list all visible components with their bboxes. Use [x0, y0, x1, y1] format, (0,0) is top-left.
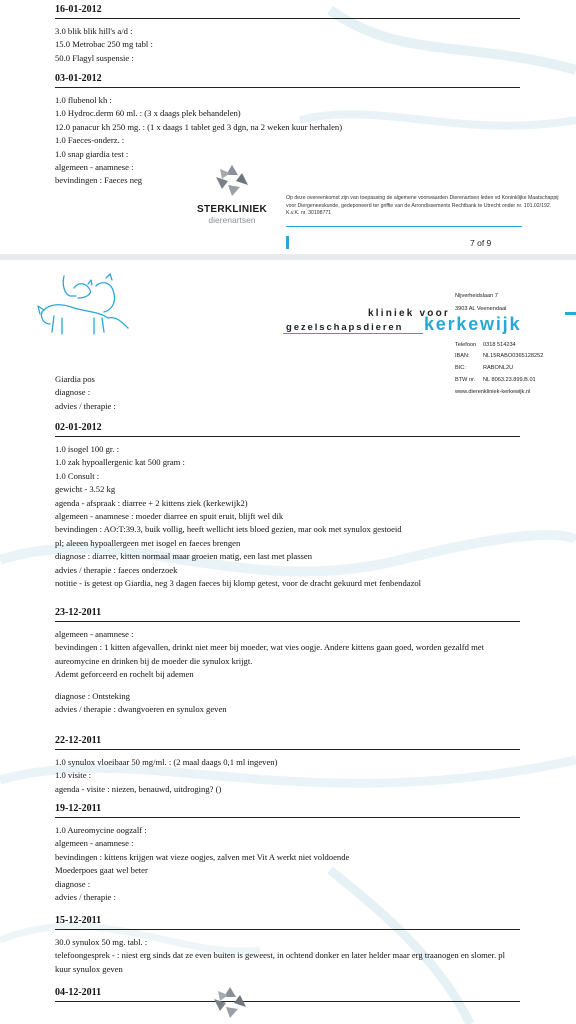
- record-line: 1.0 Aureomycine oogzalf :: [55, 825, 147, 835]
- record-line: algemeen - anamnese : moeder diarree en spuit eruit, blijft wel dik: [55, 511, 284, 522]
- record-block-16-01-2012: [55, 3, 520, 65]
- record-line: bevindingen : Faeces neg: [55, 175, 143, 186]
- record-date: 22-12-2011: [55, 734, 520, 750]
- record-line: algemeen - anamnese :: [55, 162, 134, 173]
- footer-accent-bar: [286, 236, 289, 249]
- record-line: 1.0 snap giardia test :: [55, 148, 129, 159]
- page-number: 7 of 9: [470, 238, 492, 248]
- record-line: 30.0 synulox 50 mg. tabl. :: [55, 937, 148, 947]
- contact-bic: BIC: RABONL2U: [455, 365, 514, 371]
- record-line: diagnose :: [55, 878, 91, 889]
- record-intro: [55, 373, 520, 413]
- header-accent-bar: [565, 312, 576, 315]
- record-line: advies / therapie :: [55, 892, 116, 903]
- record-line: 1.0 Hydroc.derm 60 ml. : (3 x daags plek behandelen): [55, 108, 241, 119]
- record-line: advies / therapie : faeces onderzoek: [55, 564, 178, 575]
- record-line: algemeen - anamnese :: [55, 629, 134, 639]
- record-line: advies / therapie :: [55, 400, 116, 411]
- contact-phone: Telefoon 0318 514234: [455, 342, 516, 348]
- footer-rule: [286, 226, 522, 227]
- record-line: 1.0 synulox vloeibaar 50 mg/ml. : (2 maal daags 0,1 ml ingeven): [55, 757, 278, 767]
- record-line: 1.0 Faeces-onderz. :: [55, 135, 125, 146]
- record-block-03-01-2012: [55, 72, 520, 188]
- record-line: diagnose : diarree, kitten normaal maar groeien matig, een last met plassen: [55, 551, 313, 562]
- record-line: bevindingen : 1 kitten afgevallen, drinkt niet meer bij moeder, wat vies oogje. Andere kittens gaan goed, worden gezalfd met aureomycine en drinken bij de moeder die synulox krijgt.: [55, 642, 484, 666]
- record-date: 15-12-2011: [55, 914, 520, 930]
- document-page-8: [0, 260, 576, 1024]
- clinic-name-line2: gezelschapsdieren: [286, 322, 404, 333]
- document-page-7: [0, 0, 576, 254]
- record-line: Giardia pos: [55, 374, 95, 384]
- record-line: bevindingen : AO:T:39.3, buik vollig, heeft wellicht iets bloed gezien, mar ook met synulox gestoeid: [55, 524, 402, 535]
- star-logo-icon: [210, 985, 250, 1019]
- clinic-website: www.dierenkliniek-kerkewijk.nl: [455, 389, 531, 395]
- record-line: 1.0 flubenol kh :: [55, 95, 112, 105]
- record-date: 03-01-2012: [55, 72, 520, 88]
- record-spacer: [55, 682, 520, 690]
- record-block-22-12-2011: [55, 734, 520, 796]
- record-line: notitie - is getest op Giardia, neg 3 dagen faeces bij klomp getest, voor de dracht gekuurd met fenbendazol: [55, 578, 422, 589]
- record-line: diagnose : Ontsteking: [55, 690, 130, 701]
- record-line: 1.0 Consult :: [55, 470, 100, 481]
- record-line: 3.0 blik blik hill's a/d :: [55, 26, 133, 36]
- record-block-02-01-2012: [55, 421, 520, 590]
- record-line: 1.0 zak hypoallergenic kat 500 gram :: [55, 457, 185, 468]
- contact-iban: IBAN: NL15RABO0365128252: [455, 353, 544, 359]
- address-street: Nijverheidslaan 7: [455, 293, 498, 299]
- record-date: 16-01-2012: [55, 3, 520, 19]
- record-line: 12.0 panacur kh 250 mg. : (1 x daags 1 tablet ged 3 dgn, na 2 weken kuur herhalen): [55, 121, 343, 132]
- contact-vat: BTW nr. NL 8063.23.899.B.01: [455, 377, 536, 383]
- logo-name: STERKLINIEK: [197, 204, 267, 215]
- record-line: advies / therapie : dwangvoeren en synulox geven: [55, 704, 227, 715]
- record-block-15-12-2011: [55, 914, 520, 976]
- address-city: 3903 AL Veenendaal: [455, 306, 507, 312]
- record-date: 02-01-2012: [55, 421, 520, 437]
- record-line: 50.0 Flagyl suspensie :: [55, 52, 134, 63]
- pets-logo-icon: [34, 272, 134, 338]
- record-line: agenda - afspraak : diarree + 2 kittens ziek (kerkewijk2): [55, 497, 248, 508]
- logo-subtitle: dierenartsen: [208, 215, 256, 225]
- record-date: 23-12-2011: [55, 606, 520, 622]
- clinic-brand: kerkewijk: [424, 314, 522, 334]
- record-line: agenda - visite : niezen, benauwd, uitdroging? (): [55, 783, 222, 794]
- record-block-04-12-2011: [55, 986, 520, 1008]
- record-line: Moederpoes gaat wel beter: [55, 865, 148, 876]
- record-line: algemeen - anamnese :: [55, 838, 134, 849]
- record-line: diagnose :: [55, 387, 91, 398]
- record-line: Ademt geforceerd en rochelt bij ademen: [55, 669, 194, 680]
- record-date: 19-12-2011: [55, 802, 520, 818]
- record-line: pl; aleeen hypoallergeen met isogel en faeces brengen: [55, 537, 241, 548]
- record-line: telefoongesprek - : niest erg sinds dat ze even buiten is geweest, in ochtend donker en later helder maar erg traanogen en slomer. pl kuur synulox geven: [55, 950, 505, 974]
- record-date: 04-12-2011: [55, 986, 520, 1002]
- sterkliniek-logo: [196, 163, 268, 225]
- star-logo-icon: [212, 163, 252, 197]
- record-block-19-12-2011: [55, 802, 520, 904]
- header-rule: [283, 333, 423, 334]
- clinic-name-line1: kliniek voor: [368, 308, 450, 319]
- record-line: 1.0 isogel 100 gr. :: [55, 444, 119, 454]
- record-line: 1.0 visite :: [55, 770, 92, 781]
- record-block-23-12-2011: [55, 606, 520, 716]
- record-line: 15.0 Metrobac 250 mg tabl :: [55, 39, 153, 50]
- record-line: gewicht - 3.52 kg: [55, 484, 116, 495]
- terms-disclaimer: Op deze overeenkomst zijn van toepassing de algemene voorwaarden Dierenartsen leden vd Koninklijke Maatschappij voor Diergeneeskunde, gedeponeerd ter griffie van de Arrondissements Rechtbank te Utrecht onder nr. 101.02/192. K.v.K. nr. 30198771: [286, 195, 559, 217]
- record-line: bevindingen : kittens krijgen wat vieze oogjes, zalven met Vit A werkt niet voldoende: [55, 851, 350, 862]
